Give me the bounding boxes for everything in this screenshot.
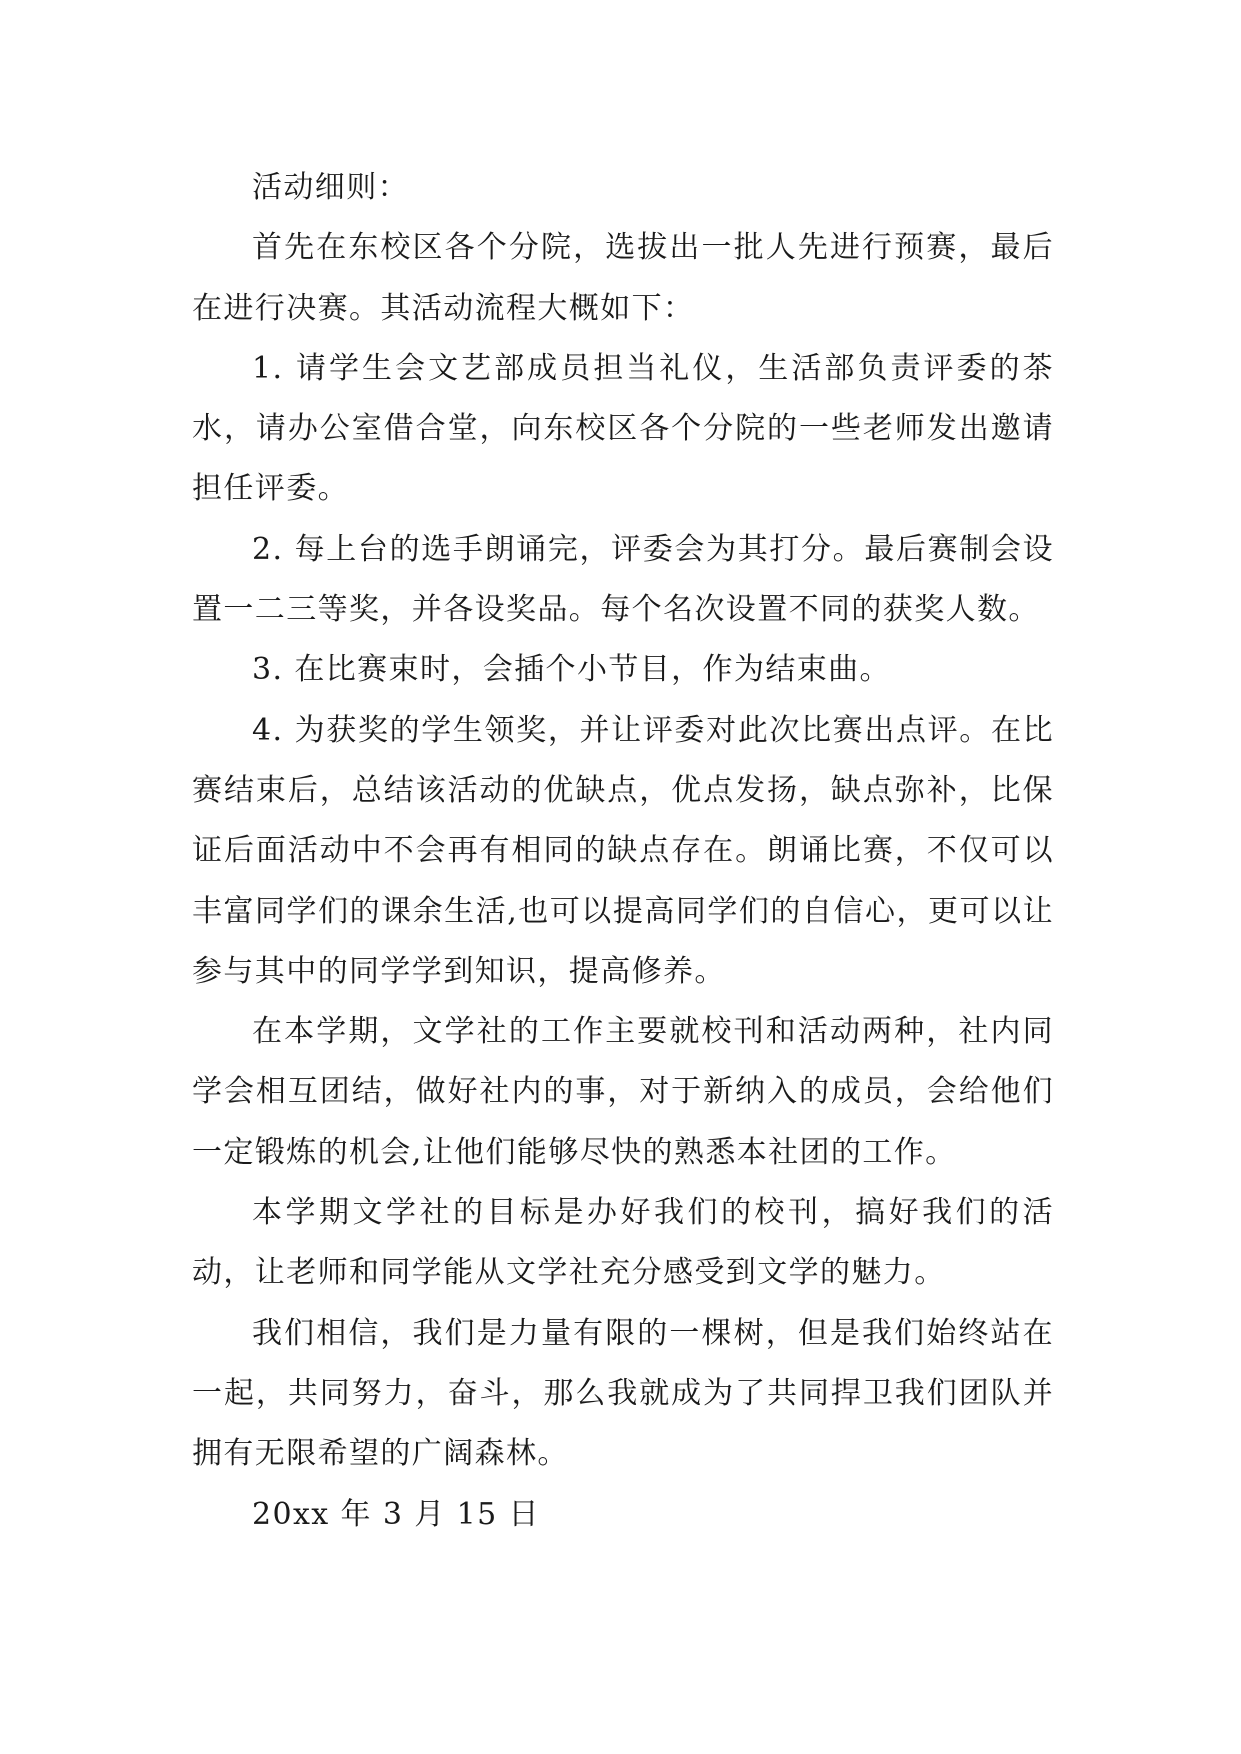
list-item-3: 3. 在比赛束时，会插个小节目，作为结束曲。: [252, 652, 891, 688]
section-heading: 活动细则：: [252, 170, 409, 205]
body-paragraph: 本学期文学社的目标是办好我们的校刊，搞好我们的活动，让老师和同学能从文学社充分感受到文学的魅力。: [192, 1195, 1054, 1291]
list-item-4: 4. 为获奖的学生领奖，并让评委对此次比赛出点评。在比赛结束后，总结该活动的优缺点，优点发扬，缺点弥补，比保证后面活动中不会再有相同的缺点存在。朗诵比赛，不仅可以丰富同学们的课余生活,也可以提高同学们的自信心，更可以让参与其中的同学学到知识，提高修养。: [192, 712, 1054, 989]
list-item-2: 2. 每上台的选手朗诵完，评委会为其打分。最后赛制会设置一二三等奖，并各设奖品。每个名次设置不同的获奖人数。: [192, 531, 1054, 628]
body-paragraph: 首先在东校区各个分院，选拔出一批人先进行预赛，最后在进行决赛。其活动流程大概如下：: [192, 230, 1054, 326]
document-date: 20xx 年 3 月 15 日: [252, 1496, 540, 1532]
list-item-1: 1. 请学生会文艺部成员担当礼仪，生活部负责评委的茶水，请办公室借合堂，向东校区各个分院的一些老师发出邀请担任评委。: [192, 350, 1054, 507]
document-page: [192, 158, 1054, 1545]
body-paragraph: 我们相信，我们是力量有限的一棵树，但是我们始终站在一起，共同努力，奋斗，那么我就成为了共同捍卫我们团队并拥有无限希望的广阔森林。: [192, 1315, 1054, 1472]
body-paragraph: 在本学期，文学社的工作主要就校刊和活动两种，社内同学会相互团结，做好社内的事，对于新纳入的成员，会给他们一定锻炼的机会,让他们能够尽快的熟悉本社团的工作。: [192, 1014, 1054, 1170]
